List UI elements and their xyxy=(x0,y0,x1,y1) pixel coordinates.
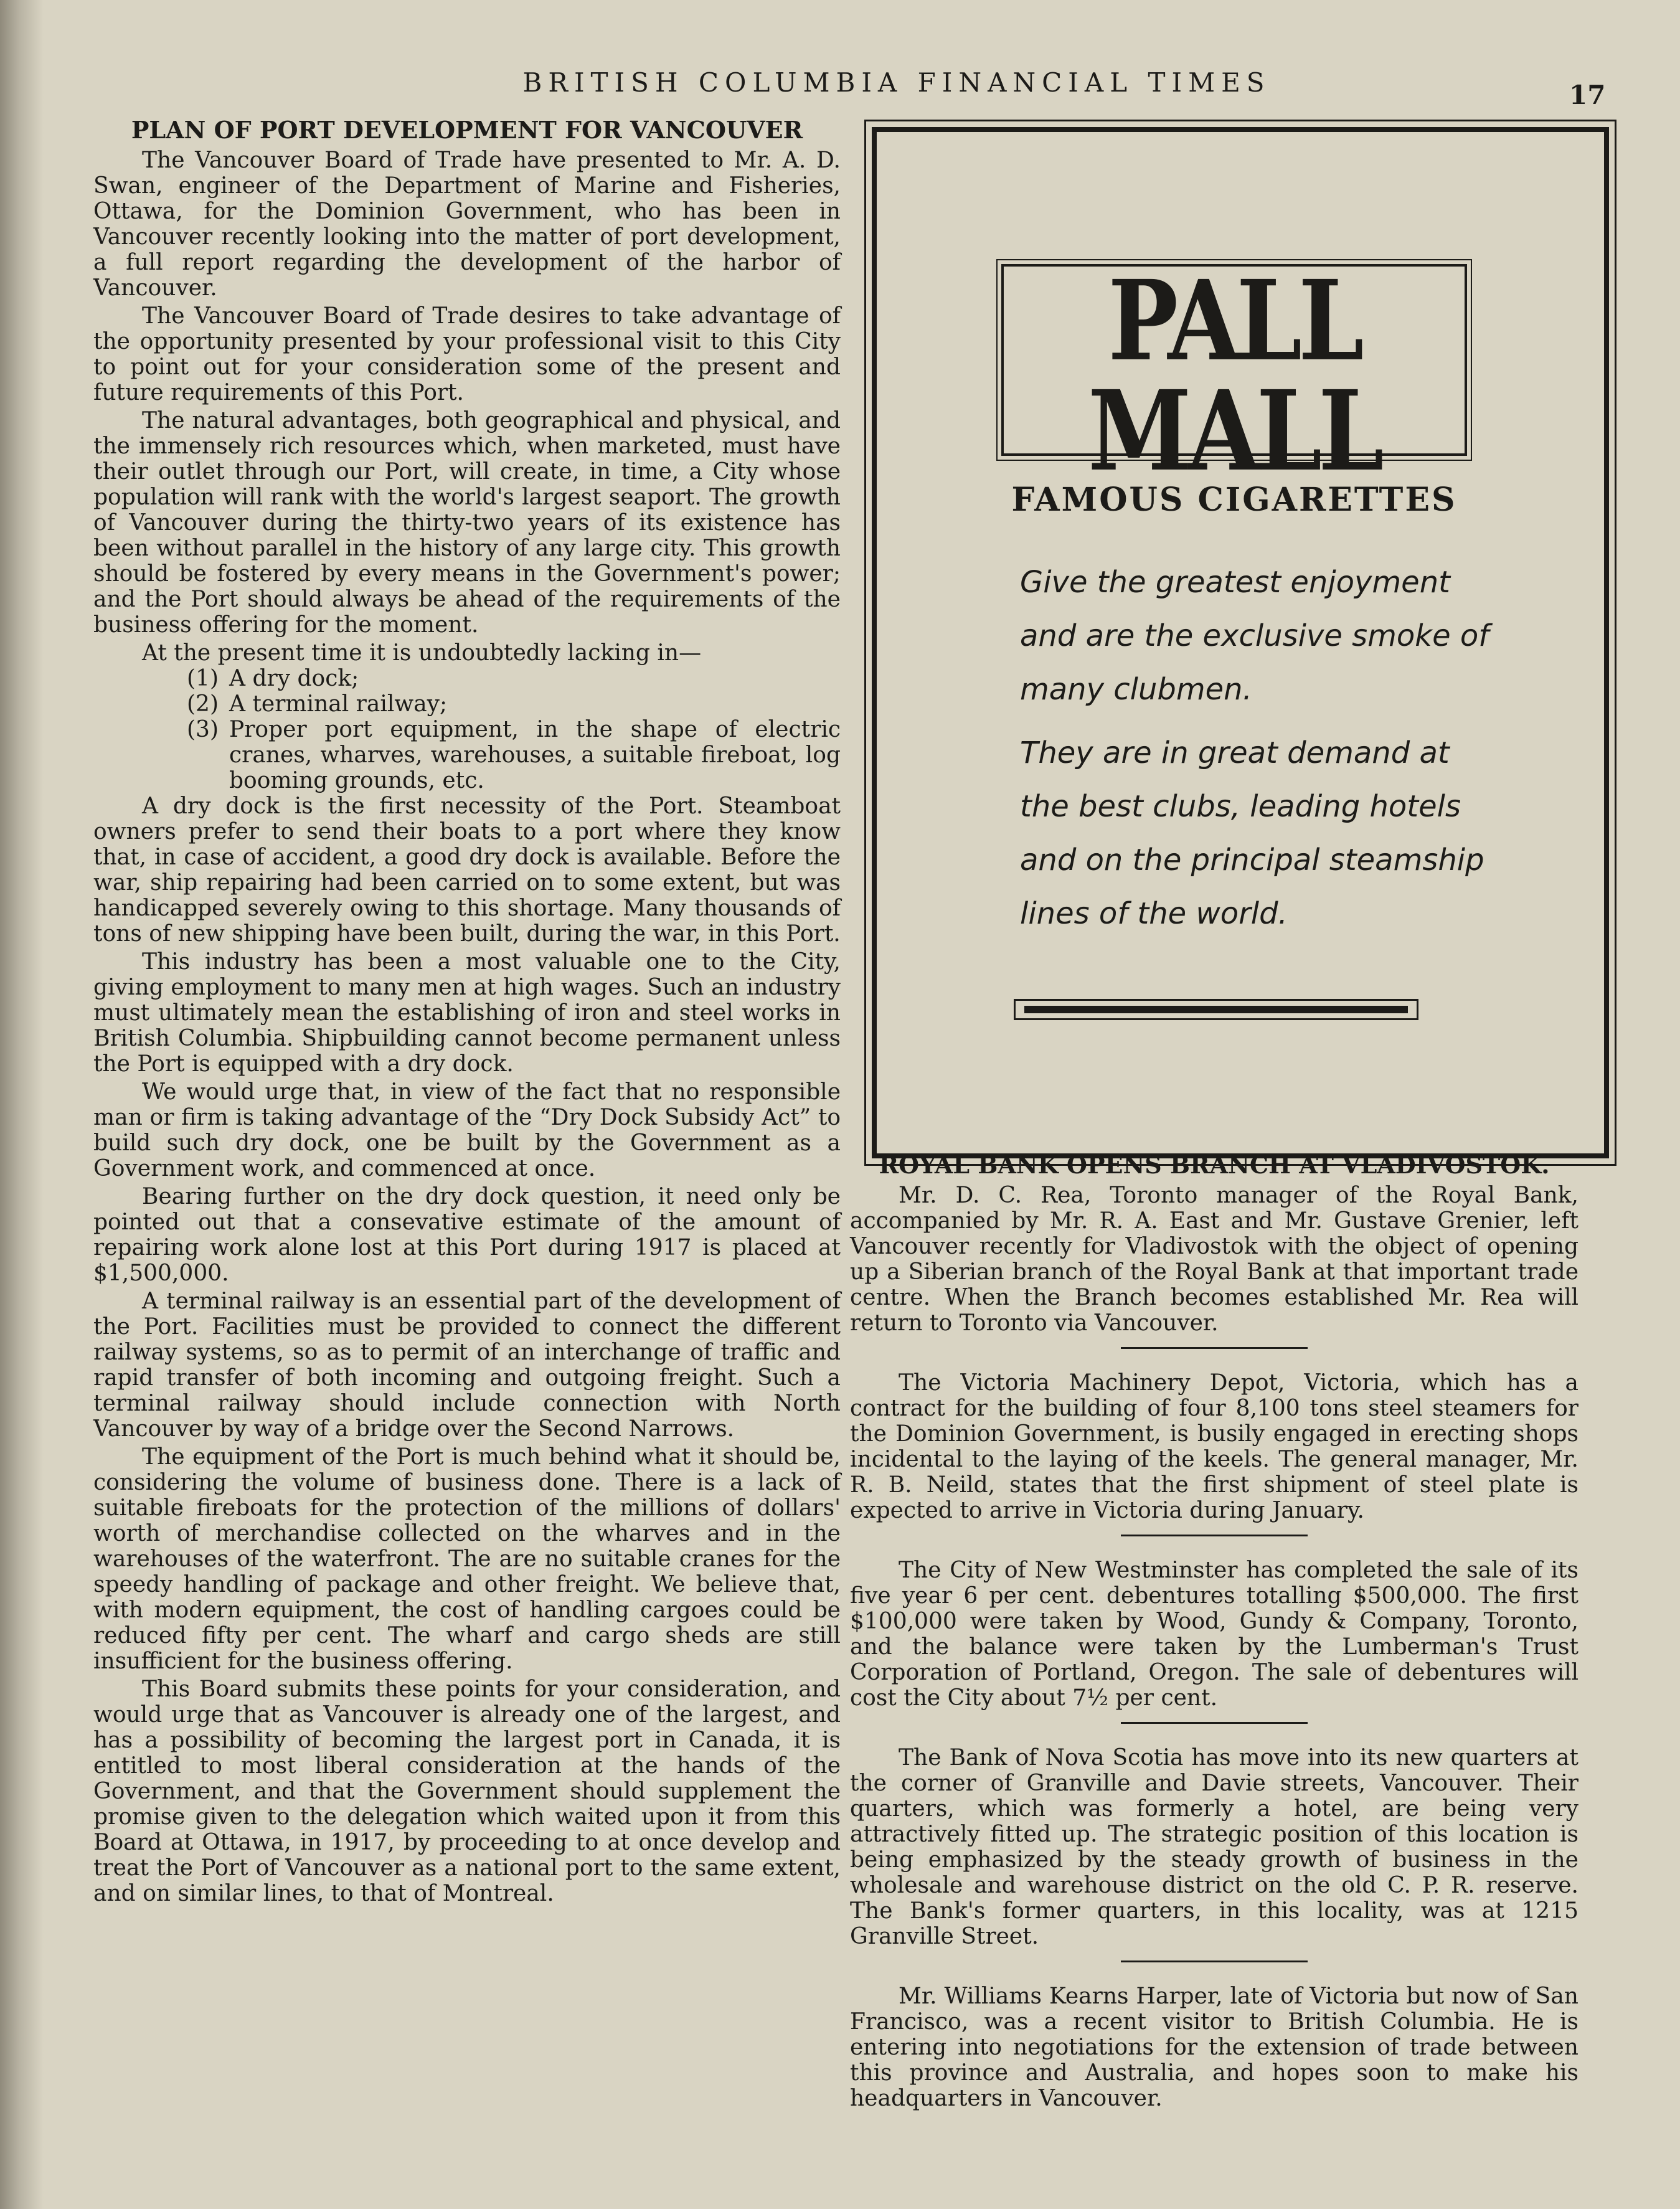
list-text: A dry dock; xyxy=(229,666,359,691)
paragraph: This Board submits these points for your consideration, and would urge that as Vancouver is already one of the largest, and has a possibility of becoming the largest port in Canada, it is entitled to most liberal consideration at the hands of the Government, and that the Government should supplement the promise given to the delegation which waited upon it from this Board at Ottawa, in 1917, by proceeding to at once develop and treat the Port of Vancouver as a national port to the same extent, and on similar lines, to that of Montreal. xyxy=(93,1677,841,1906)
list-text: A terminal railway; xyxy=(229,691,448,717)
article-port-development xyxy=(93,117,841,1906)
news-item: The Bank of Nova Scotia has move into its new quarters at the corner of Granville and Davie streets, Vancouver. Their quarters, which was formerly a hotel, are being very attractively fitted up. The strategic position of this location is being emphasized by the steady growth of business in the wholesale and warehouse district on the old C. P. R. reserve. The Bank's former quarters, in this locality, was at 1215 Granville Street. xyxy=(850,1745,1579,1949)
list-number: (2) xyxy=(187,691,219,717)
paragraph: A terminal railway is an essential part of the development of the Port. Facilities must be provided to connect the different railway systems, so as to permit of an interchange of traffic and rapid transfer of both incoming and outgoing freight. Such a terminal railway should include connection with North Vancouver by way of a bridge over the Second Narrows. xyxy=(93,1289,841,1442)
list-intro: At the present time it is undoubtedly lacking in— xyxy=(142,640,702,666)
divider xyxy=(1121,1961,1308,1962)
list-text: Proper port equipment, in the shape of electric cranes, wharves, warehouses, a suitable fireboat, log booming grounds, etc. xyxy=(229,717,841,793)
paragraph: We would urge that, in view of the fact that no responsible man or firm is taking advantage of the “Dry Dock Subsidy Act” to build such dry dock, one be built by the Government as a Government work, and commenced at once. xyxy=(93,1079,841,1181)
slogan-line: Give the greatest enjoyment and are the exclusive smoke of many clubmen. xyxy=(1020,565,1489,707)
list-item xyxy=(187,666,841,691)
paragraph: The Vancouver Board of Trade desires to take advantage of the opportunity presented by your professional visit to this City to point out for your consideration some of the present and future requirements of this Port. xyxy=(93,303,841,405)
divider xyxy=(1121,1535,1308,1536)
requirements-list xyxy=(187,666,841,793)
page-binding-shadow xyxy=(0,0,44,2209)
divider xyxy=(1121,1722,1308,1724)
decorative-bar xyxy=(1014,999,1418,1020)
brand-tagline: FAMOUS CIGARETTES xyxy=(1011,481,1457,519)
running-header: BRITISH COLUMBIA FINANCIAL TIMES xyxy=(522,67,1271,98)
news-item: The City of New Westminster has completed the sale of its five year 6 per cent. debentures totalling $500,000. The first $100,000 were taken by Wood, Gundy & Company, Toronto, and the balance were taken by the Lumberman's Trust Corporation of Portland, Oregon. The sale of debentures will cost the City about 7½ per cent. xyxy=(850,1558,1579,1711)
pall-mall-advertisement xyxy=(872,127,1609,1158)
news-item: The Victoria Machinery Depot, Victoria, which has a contract for the building of four 8,100 tons steel steamers for the Dominion Government, is busily engaged in erecting shops incidental to the laying of the keels. The general manager, Mr. R. B. Neild, states that the first shipment of steel plate is expected to arrive in Victoria during January. xyxy=(850,1370,1579,1523)
paragraph: Bearing further on the dry dock question, it need only be pointed out that a consevative estimate of the amount of repairing work alone lost at this Port during 1917 is placed at $1,500,000. xyxy=(93,1184,841,1286)
paragraph: A dry dock is the first necessity of the Port. Steamboat owners prefer to send their boats to a port where they know that, in case of accident, a good dry dock is available. Before the war, ship repairing had been carried on to some extent, but was handicapped severely owing to this shortage. Many thousands of tons of new shipping have been built, during the war, in this Port. xyxy=(93,793,841,947)
page-number: 17 xyxy=(1569,80,1606,110)
paragraph: This industry has been a most valuable one to the City, giving employment to many men at high wages. Such an industry must ultimately mean the establishing of iron and steel works in British Columbia. Shipbuilding cannot become permanent unless the Port is equipped with a dry dock. xyxy=(93,949,841,1077)
news-title: ROYAL BANK OPENS BRANCH AT VLADIVOSTOK. xyxy=(879,1151,1550,1179)
paragraph: The natural advantages, both geographical and physical, and the immensely rich resources which, when marketed, must have their outlet through our Port, will create, in time, a City whose population will rank with the world's largest seaport. The growth of Vancouver during the thirty-two years of its existence has been without parallel in the history of any large city. This growth should be fostered by every means in the Government's power; and the Port should always be ahead of the requirements of the business offering for the moment. xyxy=(93,408,841,638)
paragraph: The equipment of the Port is much behind what it should be, considering the volume of business done. There is a lack of suitable fireboats for the protection of the millions of dollars' worth of merchandise collected on the wharves and in the warehouses of the waterfront. The are no suitable cranes for the speedy handling of package and other freight. We believe that, with modern equipment, the cost of handling cargoes could be reduced fifty per cent. The wharf and cargo sheds are still insufficient for the business offering. xyxy=(93,1444,841,1674)
list-item xyxy=(187,717,841,793)
brand-panel xyxy=(1001,256,1467,519)
brand-name: PALL MALL xyxy=(1088,256,1380,496)
list-item xyxy=(187,691,841,717)
divider xyxy=(1121,1347,1308,1349)
paragraph: The Vancouver Board of Trade have presented to Mr. A. D. Swan, engineer of the Department of Marine and Fisheries, Ottawa, for the Dominion Government, who has been in Vancouver recently looking into the matter of port development, a full report regarding the development of the harbor of Vancouver. xyxy=(93,148,841,301)
slogan-line: They are in great demand at the best clubs, leading hotels and on the principal steamship lines of the world. xyxy=(1020,736,1484,931)
news-item: Mr. Williams Kearns Harper, late of Victoria but now of San Francisco, was a recent visitor to British Columbia. He is entering into negotiations for the extension of trade between this province and Australia, and hopes soon to make his headquarters in Vancouver. xyxy=(850,1984,1579,2111)
ad-slogan xyxy=(1020,556,1506,940)
list-number: (1) xyxy=(187,666,219,691)
news-column xyxy=(850,1152,1579,2111)
list-number: (3) xyxy=(187,717,219,742)
news-item: Mr. D. C. Rea, Toronto manager of the Royal Bank, accompanied by Mr. R. A. East and Mr. Gustave Grenier, left Vancouver recently for Vladivostok with the object of opening up a Siberian branch of the Royal Bank at that important trade centre. When the Branch becomes established Mr. Rea will return to Toronto via Vancouver. xyxy=(850,1183,1579,1336)
article-title: PLAN OF PORT DEVELOPMENT FOR VANCOUVER xyxy=(131,116,803,144)
